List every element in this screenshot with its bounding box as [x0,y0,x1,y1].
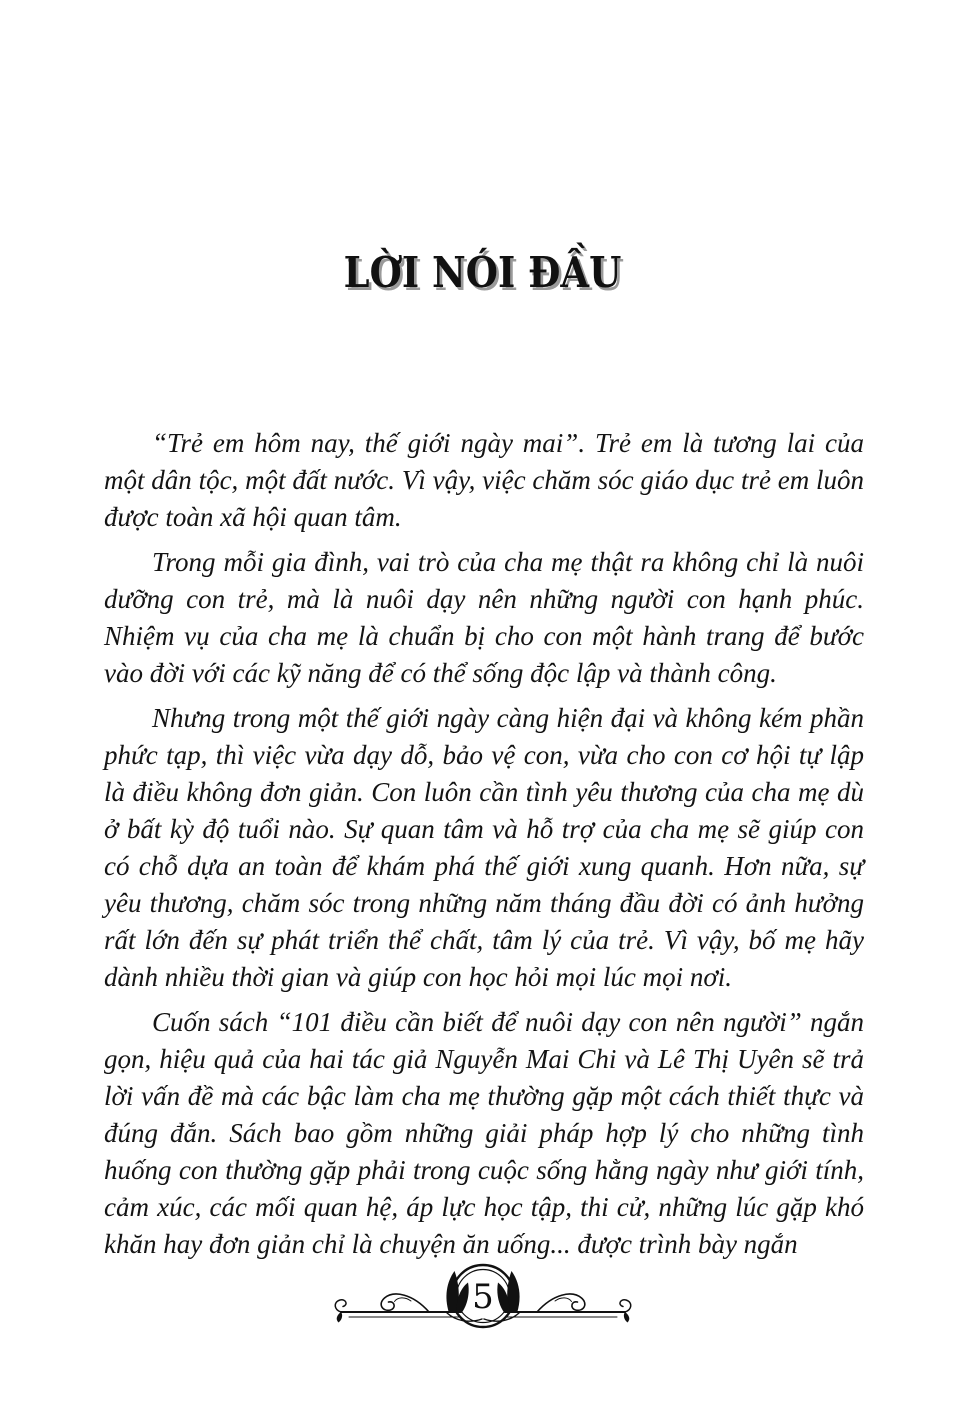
paragraph-4: Cuốn sách “101 điều cần biết để nuôi dạy con nên người” ngắn gọn, hiệu quả của hai tác giả Nguyễn Mai Chi và Lê Thị Uyên sẽ trả lời vấn đề mà các bậc làm cha mẹ thường gặp một cách thiết thực và đúng đắn. Sách bao gồm những giải pháp hợp lý cho những tình huống con thường gặp phải trong cuộc sống hằng ngày như giới tính, cảm xúc, các mối quan hệ, áp lực học tập, thi cử, những lúc gặp khó khăn hay đơn giản chỉ là chuyện ăn uống... được trình bày ngắn [104,1007,864,1259]
paragraph-3: Nhưng trong một thế giới ngày càng hiện đại và không kém phần phức tạp, thì việc vừa dạy dỗ, bảo vệ con, vừa cho con cơ hội tự lập là điều không đơn giản. Con luôn cần tình yêu thương của cha mẹ dù ở bất kỳ độ tuổi nào. Sự quan tâm và hỗ trợ của cha mẹ sẽ giúp con có chỗ dựa an toàn để khám phá thế giới xung quanh. Hơn nữa, sự yêu thương, chăm sóc trong những năm tháng đầu đời có ảnh hưởng rất lớn đến sự phát triển thể chất, tâm lý của trẻ. Vì vậy, bố mẹ hãy dành nhiều thời gian và giúp con học hỏi mọi lúc mọi nơi. [104,703,864,992]
page-number: 5 [471,1277,494,1317]
body-text [104,425,864,1271]
footer-flourish-ornament [333,1260,633,1342]
page-title: LỜI NÓI ĐẦU [343,248,622,297]
paragraph-1: “Trẻ em hôm nay, thế giới ngày mai”. Trẻ em là tương lai của một dân tộc, một đất nước. Vì vậy, việc chăm sóc giáo dục trẻ em luôn được toàn xã hội quan tâm. [104,428,864,532]
page-footer [0,1260,965,1347]
paragraph-2: Trong mỗi gia đình, vai trò của cha mẹ thật ra không chỉ là nuôi dưỡng con trẻ, mà là nuôi dạy nên những người con hạnh phúc. Nhiệm vụ của cha mẹ là chuẩn bị cho con một hành trang để bước vào đời với các kỹ năng để có thể sống độc lập và thành công. [104,547,864,688]
